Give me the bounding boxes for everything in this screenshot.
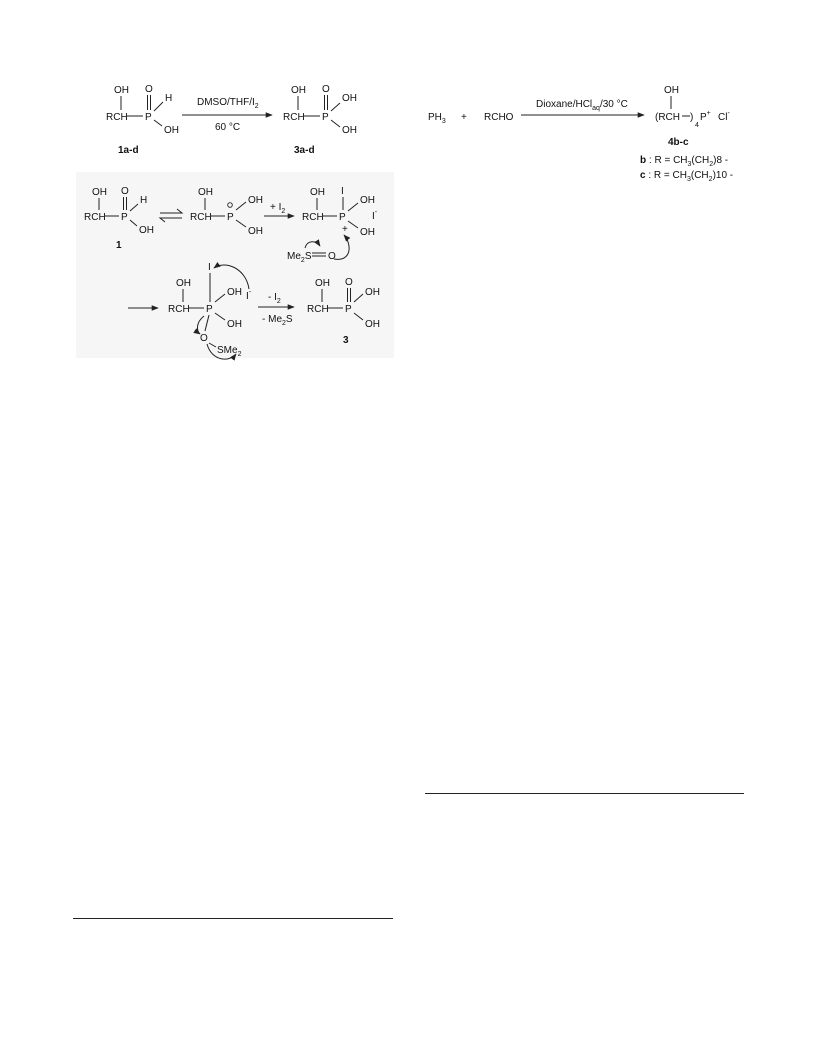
rch-label: RCH xyxy=(168,304,190,315)
bond xyxy=(331,103,340,111)
phosphorus-label: P xyxy=(345,304,352,315)
hydroxyl-label: OH xyxy=(315,278,330,289)
note-b: b : $R = CH_3(CH_2)8$ - xyxy=(640,155,729,168)
condition-text: DMSO/$THF/I_2$ xyxy=(197,97,259,110)
phosphorus-label: P xyxy=(121,212,128,223)
compound-label: 1 xyxy=(116,240,122,251)
hydroxyl-label: OH xyxy=(360,227,375,238)
product-4b-c xyxy=(640,85,733,183)
phosphorus-label: P xyxy=(227,212,234,223)
hydroxyl-label: OH xyxy=(176,278,191,289)
compound-label: 3a-d xyxy=(294,145,315,156)
iodine-label: I xyxy=(208,262,211,273)
hydroxyl-label: OH xyxy=(291,85,306,96)
phosphorus-label: P xyxy=(339,212,346,223)
compound-label: 4b-c xyxy=(668,137,689,148)
product-3a-d xyxy=(283,84,357,156)
hydroxyl-label: OH xyxy=(342,125,357,136)
oxygen-label: O xyxy=(200,333,208,344)
compound-label: 1a-d xyxy=(118,145,139,156)
phosphorus-label: P xyxy=(206,304,213,315)
phosphine-label: $PH_3$ xyxy=(428,112,446,125)
hydroxyl-label: OH xyxy=(227,287,242,298)
rch-label: RCH xyxy=(307,304,329,315)
reactant-1a-d xyxy=(106,84,179,156)
aldehyde-label: RCHO xyxy=(484,112,514,123)
hydroxyl-label: OH xyxy=(248,226,263,237)
rch-label: RCH xyxy=(84,212,106,223)
scheme-2 xyxy=(428,85,733,183)
rch-label: RCH xyxy=(106,112,128,123)
hydroxyl-label: OH xyxy=(310,187,325,198)
bond xyxy=(154,120,162,126)
hydroxyl-label: OH xyxy=(92,187,107,198)
bond xyxy=(331,120,340,127)
oxygen-label: O xyxy=(121,186,129,197)
reaction-arrow xyxy=(521,99,644,115)
condition-text: Dioxane/HCl$_{aq}$/30 °C xyxy=(536,99,628,112)
bracket-close: ) xyxy=(690,112,694,123)
note-c: c : $R = CH_3(CH_2)10$ - xyxy=(640,170,734,183)
hydroxyl-label: OH xyxy=(114,85,129,96)
hydroxyl-label: OH xyxy=(664,85,679,96)
sulfonium-label: SMe$_2$ xyxy=(217,345,242,358)
compound-label: 3 xyxy=(343,335,349,346)
rch-label: RCH xyxy=(283,112,305,123)
hydrogen-label: H xyxy=(165,93,173,104)
oxygen-label: O xyxy=(145,84,153,95)
reagent-text: + $I_2$ xyxy=(270,202,286,215)
iodine-label: I xyxy=(341,186,344,197)
subscript-4: 4 xyxy=(695,122,699,129)
footnote-rule-left xyxy=(73,918,393,919)
chloride-label: Cl- xyxy=(718,110,730,123)
positive-charge: + xyxy=(342,224,348,235)
oxygen-label: O xyxy=(322,84,330,95)
bond xyxy=(154,102,163,111)
hydroxyl-label: OH xyxy=(365,319,380,330)
temperature-text: 60 °C xyxy=(215,122,241,133)
rch-label: RCH xyxy=(302,212,324,223)
oxygen-label: O xyxy=(328,251,336,262)
iodide-label: I- xyxy=(246,289,252,302)
phosphorus-label: P xyxy=(322,112,329,123)
phosphorus-label: P xyxy=(145,112,152,123)
iodide-label: I- xyxy=(372,209,378,222)
oxygen-label: O xyxy=(345,277,353,288)
footnote-rule-right xyxy=(425,793,744,794)
reaction-arrow xyxy=(182,97,272,133)
reagent-text: - $Me_2S$ xyxy=(262,314,293,327)
hydroxyl-label: OH xyxy=(198,187,213,198)
hydroxyl-label: OH xyxy=(164,125,179,136)
reagent-text: - $I_2$ xyxy=(268,292,281,305)
hydroxyl-label: OH xyxy=(227,319,242,330)
phosphonium-label: P+ xyxy=(700,110,711,123)
dmso-label: $Me_2S$ xyxy=(287,251,312,264)
scheme-1 xyxy=(106,84,357,156)
hydroxyl-label: OH xyxy=(365,287,380,298)
rch-label: RCH xyxy=(190,212,212,223)
hydroxyl-label: OH xyxy=(360,195,375,206)
plus-sign: + xyxy=(461,112,467,123)
hydroxyl-label: OH xyxy=(342,93,357,104)
mechanism-scheme xyxy=(76,172,394,359)
rch-label: (RCH xyxy=(655,112,680,123)
hydroxyl-label: OH xyxy=(248,195,263,206)
hydroxyl-label: OH xyxy=(139,225,154,236)
hydrogen-label: H xyxy=(140,195,148,206)
